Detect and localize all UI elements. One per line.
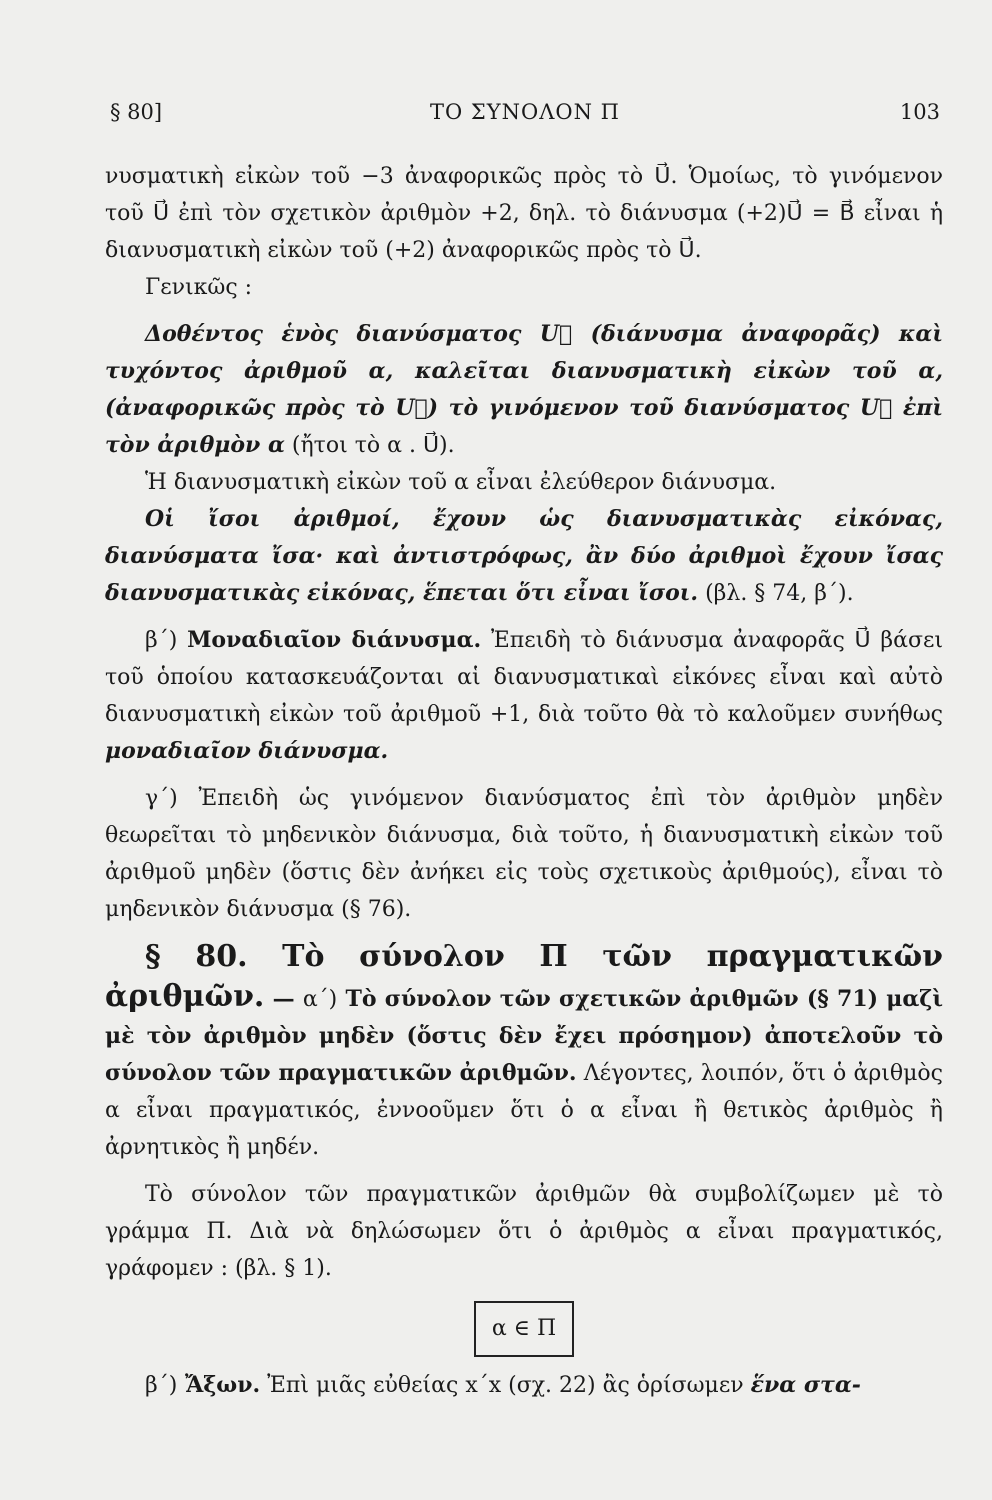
notation-paragraph: Τὸ σύνολον τῶν πραγματικῶν ἀριθμῶν θὰ συμβολίζωμεν μὲ τὸ γράμμα Π. Διὰ νὰ δηλώσωμεν ὅτι ὁ ἀριθμὸς α εἶναι πραγματικός, γράφομεν : (βλ. § 1).: [105, 1182, 943, 1281]
axis-italic: ἕνα στα-: [750, 1372, 861, 1398]
axis-text: Ἐπὶ μιᾶς εὐθείας x΄x (σχ. 22) ἂς ὁρίσωμεν: [260, 1373, 751, 1398]
definition-note: (ἤτοι τὸ α . U⃗).: [284, 433, 455, 458]
free-vector-paragraph: Ἡ διανυσματικὴ εἰκὼν τοῦ α εἶναι ἐλεύθερον διάνυσμα.: [145, 470, 777, 495]
section-reference: § 80]: [110, 100, 163, 124]
unit-vector-text: Ἐπειδὴ τὸ διάνυσμα ἀναφορᾶς U⃗ βάσει τοῦ ὁποίου κατασκευάζονται αἱ διανυσματικαὶ εἰκόνες εἶναι καὶ αὐτὸ διανυσματικὴ εἰκὼν τοῦ ἀριθμοῦ +1, διὰ τοῦτο θὰ τὸ καλοῦμεν συνήθως: [105, 628, 943, 727]
page-body: [105, 158, 943, 1404]
unit-vector-term: μοναδιαῖον διάνυσμα.: [105, 738, 389, 764]
real-set-text: Λέγοντες, λοιπόν, ὅτι ὁ ἀριθμὸς α εἶναι πραγματικός, ἐννοοῦμεν ὅτι ὁ α εἶναι ἢ θετικὸς ἀριθμὸς ἢ ἀρνητικὸς ἢ μηδέν.: [105, 1061, 943, 1160]
equal-numbers-paragraph: [105, 501, 943, 612]
formula-container: [105, 1287, 943, 1367]
zero-vector-paragraph: γ΄) Ἐπειδὴ ὡς γινόμενον διανύσματος ἐπὶ τὸν ἀριθμὸν μηδὲν θεωρεῖται τὸ μηδενικὸν διάνυσμα, διὰ τοῦτο, ἡ διανυσματικὴ εἰκὼν τοῦ ἀριθμοῦ μηδὲν (ὅστις δὲν ἀνήκει εἰς τοὺς σχετικοὺς ἀριθμούς), εἶναι τὸ μηδενικὸν διάνυσμα (§ 76).: [105, 786, 943, 922]
axis-label: β΄): [145, 1373, 178, 1398]
running-title: ΤΟ ΣΥΝΟΛΟΝ Π: [430, 100, 620, 124]
paragraph-generally: Γενικῶς :: [145, 275, 253, 300]
boxed-formula: α ∈ Π: [474, 1301, 574, 1357]
unit-vector-paragraph: [105, 622, 943, 770]
section-80-paragraph: [105, 938, 943, 1166]
real-set-label: α΄): [302, 987, 338, 1012]
axis-heading: Ἄξων.: [177, 1372, 261, 1398]
unit-vector-heading: Μοναδιαῖον διάνυσμα.: [187, 627, 482, 653]
section-dash: —: [264, 986, 303, 1012]
definition-text: Δοθέντος ἑνὸς διανύσματος U⃗ (διάνυσμα ἀναφορᾶς) καὶ τυχόντος ἀριθμοῦ α, καλεῖται διανυσματικὴ εἰκὼν τοῦ α, (ἀναφορικῶς πρὸς τὸ U⃗) τὸ γινόμενον τοῦ διανύσματος U⃗ ἐπὶ τὸν ἀριθμὸν α: [105, 321, 943, 458]
equal-numbers-ref: (βλ. § 74, β΄).: [698, 581, 854, 606]
section-title: § 80. Τὸ σύνολον Π τῶν πραγματικῶν ἀριθμῶν.: [105, 939, 943, 1014]
page-number: 103: [899, 100, 940, 124]
definition-paragraph: [105, 316, 943, 464]
axis-paragraph: [105, 1367, 943, 1404]
unit-vector-label: β΄): [145, 628, 178, 653]
paragraph-continuation: νυσματικὴ εἰκὼν τοῦ −3 ἀναφορικῶς πρὸς τὸ U⃗. Ὁμοίως, τὸ γινόμενον τοῦ U⃗ ἐπὶ τὸν σχετικὸν ἀριθμὸν +2, δηλ. τὸ διάνυσμα (+2)U⃗ = B⃗ εἶναι ἡ διανυσματικὴ εἰκὼν τοῦ (+2) ἀναφορικῶς πρὸς τὸ U⃗.: [105, 164, 943, 263]
real-set-definition: Τὸ σύνολον τῶν σχετικῶν ἀριθμῶν (§ 71) μαζὶ μὲ τὸν ἀριθμὸν μηδὲν (ὅστις δὲν ἔχει πρόσημον) ἀποτελοῦν τὸ σύνολον τῶν πραγματικῶν ἀριθμῶν.: [105, 986, 943, 1086]
equal-numbers-text: Οἱ ἴσοι ἀριθμοί, ἔχουν ὡς διανυσματικὰς εἰκόνας, διανύσματα ἴσα· καὶ ἀντιστρόφως, ἂν δύο ἀριθμοὶ ἔχουν ἴσας διανυσματικὰς εἰκόνας, ἕπεται ὅτι εἶναι ἴσοι.: [105, 506, 943, 606]
page-header: [110, 100, 940, 140]
